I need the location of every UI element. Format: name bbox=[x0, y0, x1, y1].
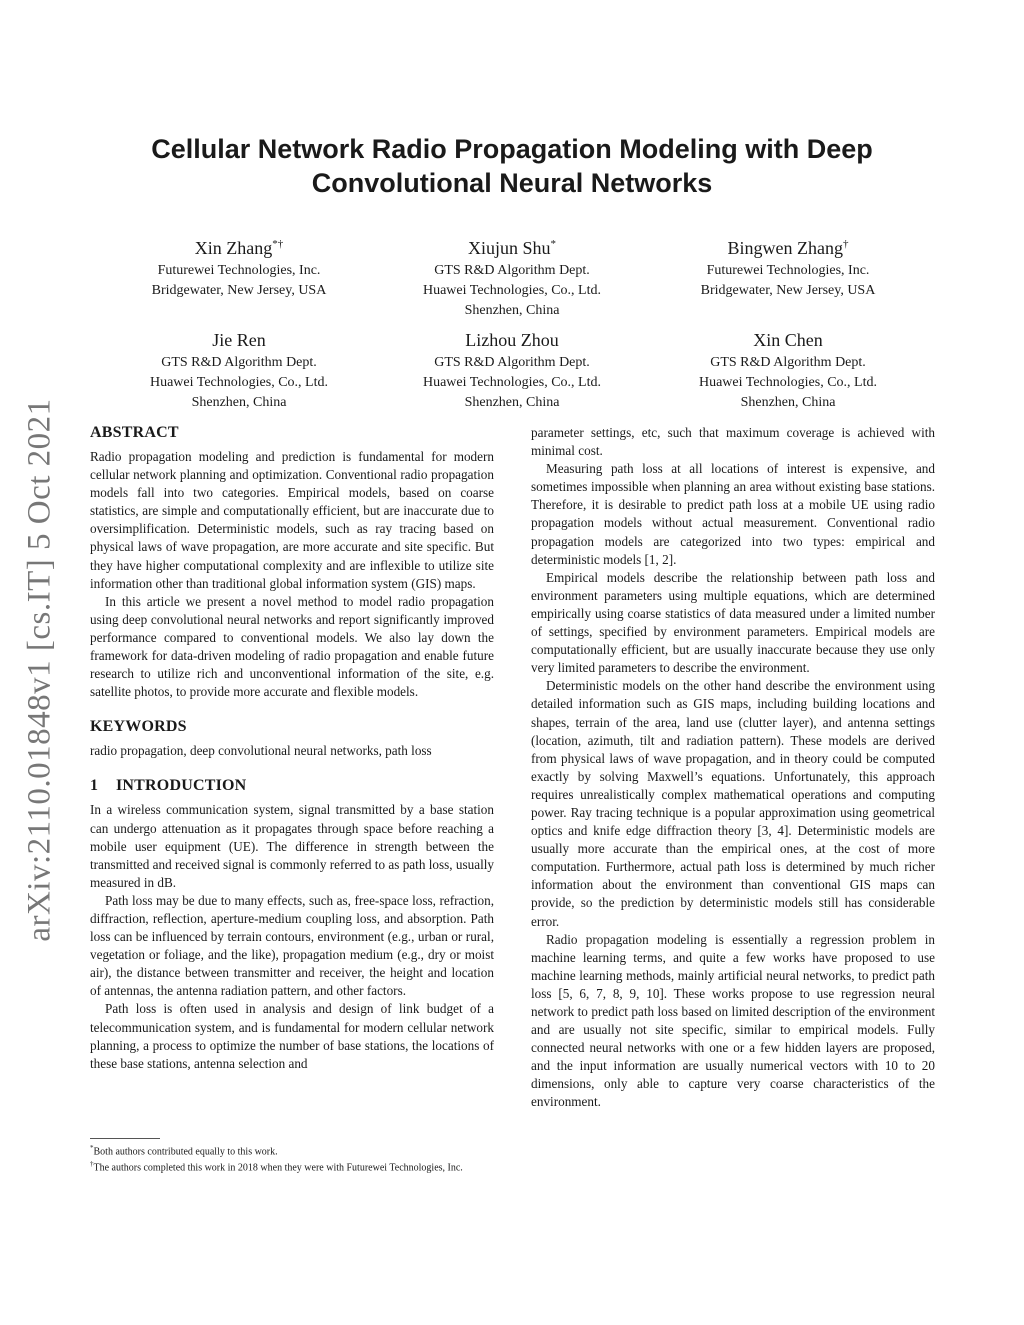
paper-title bbox=[100, 132, 924, 200]
keywords-heading: KEYWORDS bbox=[90, 718, 187, 736]
abstract-paragraph: Radio propagation modeling and prediction is fundamental for modern cellular network planning and optimization. Conventional radio propagation models fall into two categories. Empirical models, based on coarse statistics, are simple and computationally efficient, but are inaccurate due to oversimplification. Deterministic models, such as ray tracing based on physical laws of wave propagation, are more accurate and site specific. But they have higher computational complexity and are inflexible to utilize site information other than traditional global information system (GIS) maps. bbox=[90, 449, 494, 591]
keywords-text: radio propagation, deep convolutional neural networks, path loss bbox=[90, 743, 432, 759]
author-name: Xiujun Shu* bbox=[467, 238, 556, 258]
author-affiliation: GTS R&D Algorithm Dept. bbox=[710, 355, 866, 370]
author-block bbox=[663, 329, 913, 413]
author-affiliation: Futurewei Technologies, Inc. bbox=[157, 263, 321, 278]
author-affiliation: Bridgewater, New Jersey, USA bbox=[151, 283, 327, 298]
author-name: Jie Ren bbox=[212, 330, 266, 350]
author-affiliation: GTS R&D Algorithm Dept. bbox=[434, 355, 590, 370]
author-block bbox=[387, 233, 637, 321]
intro-paragraph: Radio propagation modeling is essentially a regression problem in machine learning terms, and quite a few works have proposed to use machine learning methods, mainly artificial neural networks, to predict path loss [5, 6, 7, 8, 9, 10]. These works propose to use regression neural network to predict path loss based on limited description of the environment and are usually not site specific, similar to empirical models. Fully connected neural networks with one or a few hidden layers are proposed, and the input information are usually numerical vectors with 10 to 20 dimensions, only able to capture very coarse characteristics of the environment. bbox=[531, 931, 935, 1110]
author-block bbox=[387, 329, 637, 413]
footnote: †The authors completed this work in 2018 when they were with Futurewei Technologies, Inc. bbox=[90, 1160, 463, 1174]
author-block bbox=[114, 233, 364, 301]
section-heading-introduction bbox=[90, 776, 494, 796]
section-title: INTRODUCTION bbox=[116, 777, 247, 795]
author-name: Xin Zhang*† bbox=[194, 238, 284, 258]
arxiv-side-stamp bbox=[20, 380, 60, 960]
arxiv-identifier: arXiv:2110.01848v1 [cs.IT] 5 Oct 2021 bbox=[21, 398, 58, 942]
intro-paragraph: Path loss is often used in analysis and design of link budget of a telecommunication system, and is fundamental for modern cellular network planning, a process to optimize the number of base stations, the locations of these base stations, antenna selection and bbox=[90, 1001, 494, 1071]
intro-paragraph: Path loss may be due to many effects, such as, free-space loss, refraction, diffraction, reflection, aperture-medium coupling loss, and absorption. Path loss can be influenced by terrain contours, environment (e.g., urban or rural, vegetation or foliage, and the like), propagation medium (e.g., dry or moist air), the distance between transmitter and receiver, the height and location of antennas, the antenna radiation pattern, and other factors. bbox=[90, 892, 494, 999]
author-affiliation: Futurewei Technologies, Inc. bbox=[706, 263, 870, 278]
title-line-1: Cellular Network Radio Propagation Modeling with Deep bbox=[151, 134, 873, 164]
abstract-paragraph: In this article we present a novel method to model radio propagation using deep convolutional neural networks and report significantly improved performance compared to conventional models. We also lay down the framework for data-driven modeling of radio propagation and enable future research to utilize rich and unconventional information of the site, e.g. satellite photos, to provide more accurate and flexible models. bbox=[90, 593, 494, 700]
intro-paragraph: In a wireless communication system, signal transmitted by a base station can undergo attenuation as it propagates through space before reaching a mobile user equipment (UE). The difference in strength between the transmitted and received signal is commonly referred to as path loss, usually measured in dB. bbox=[90, 802, 494, 890]
intro-paragraph-continued: parameter settings, etc, such that maximum coverage is achieved with minimal cost. bbox=[531, 425, 935, 459]
author-name: Lizhou Zhou bbox=[465, 330, 559, 350]
author-affiliation: Shenzhen, China bbox=[464, 303, 560, 318]
author-name: Bingwen Zhang† bbox=[727, 238, 849, 258]
abstract-heading: ABSTRACT bbox=[90, 424, 179, 441]
author-affiliation: Shenzhen, China bbox=[191, 395, 287, 410]
author-block bbox=[663, 233, 913, 301]
intro-paragraph: Measuring path loss at all locations of interest is expensive, and sometimes impossible when planning an area without existing base stations. Therefore, it is desirable to predict path loss at a mobile UE using radio propagation models without actual measurement. Conventional radio propagation models are categorized into two types: empirical and deterministic models [1, 2]. bbox=[531, 461, 935, 567]
footnotes bbox=[90, 1142, 494, 1175]
footnote: *Both authors contributed equally to this work. bbox=[90, 1144, 278, 1158]
author-affiliation: Bridgewater, New Jersey, USA bbox=[700, 283, 876, 298]
author-name: Xin Chen bbox=[753, 330, 823, 350]
left-column bbox=[90, 423, 494, 1073]
author-affiliation: Huawei Technologies, Co., Ltd. bbox=[149, 375, 328, 390]
author-affiliation: Huawei Technologies, Co., Ltd. bbox=[698, 375, 877, 390]
author-block bbox=[114, 329, 364, 413]
right-column bbox=[531, 424, 935, 1112]
author-affiliation: GTS R&D Algorithm Dept. bbox=[161, 355, 317, 370]
author-affiliation: Shenzhen, China bbox=[740, 395, 836, 410]
author-affiliation: Shenzhen, China bbox=[464, 395, 560, 410]
author-affiliation: Huawei Technologies, Co., Ltd. bbox=[422, 375, 601, 390]
author-affiliation: GTS R&D Algorithm Dept. bbox=[434, 263, 590, 278]
author-affiliation: Huawei Technologies, Co., Ltd. bbox=[422, 283, 601, 298]
title-line-2: Convolutional Neural Networks bbox=[311, 168, 713, 198]
section-number: 1 bbox=[90, 777, 99, 795]
footnote-divider bbox=[90, 1138, 160, 1139]
intro-paragraph: Deterministic models on the other hand describe the environment using detailed information such as GIS maps, including building locations and shapes, terrain of the area, land use (clutter layer), and antenna settings (location, azimuth, tilt and radiation pattern). These models are derived from physical laws of wave propagation, and in theory could be computed exactly by solving Maxwell’s equations. Unfortunately, this approach requires unrealistically complex mathematical operations and computing power. Ray tracing technique is a popular approximation using geometrical optics and knife edge diffraction theory [3, 4]. Deterministic models are usually more accurate than the empirical ones, at the cost of more computation. Furthermore, actual path loss is determined by much richer information about the environment than conventional GIS maps can provide, so the prediction by deterministic models still has considerable error. bbox=[531, 678, 935, 929]
intro-paragraph: Empirical models describe the relationship between path loss and environment parameters using multiple equations, which are determined empirically using coarse statistics of data measured under a limited number of settings, specified by environment parameters. Empirical models are computationally efficient, but are usually inaccurate because they use only very limited parameters to describe the environment. bbox=[531, 569, 935, 676]
